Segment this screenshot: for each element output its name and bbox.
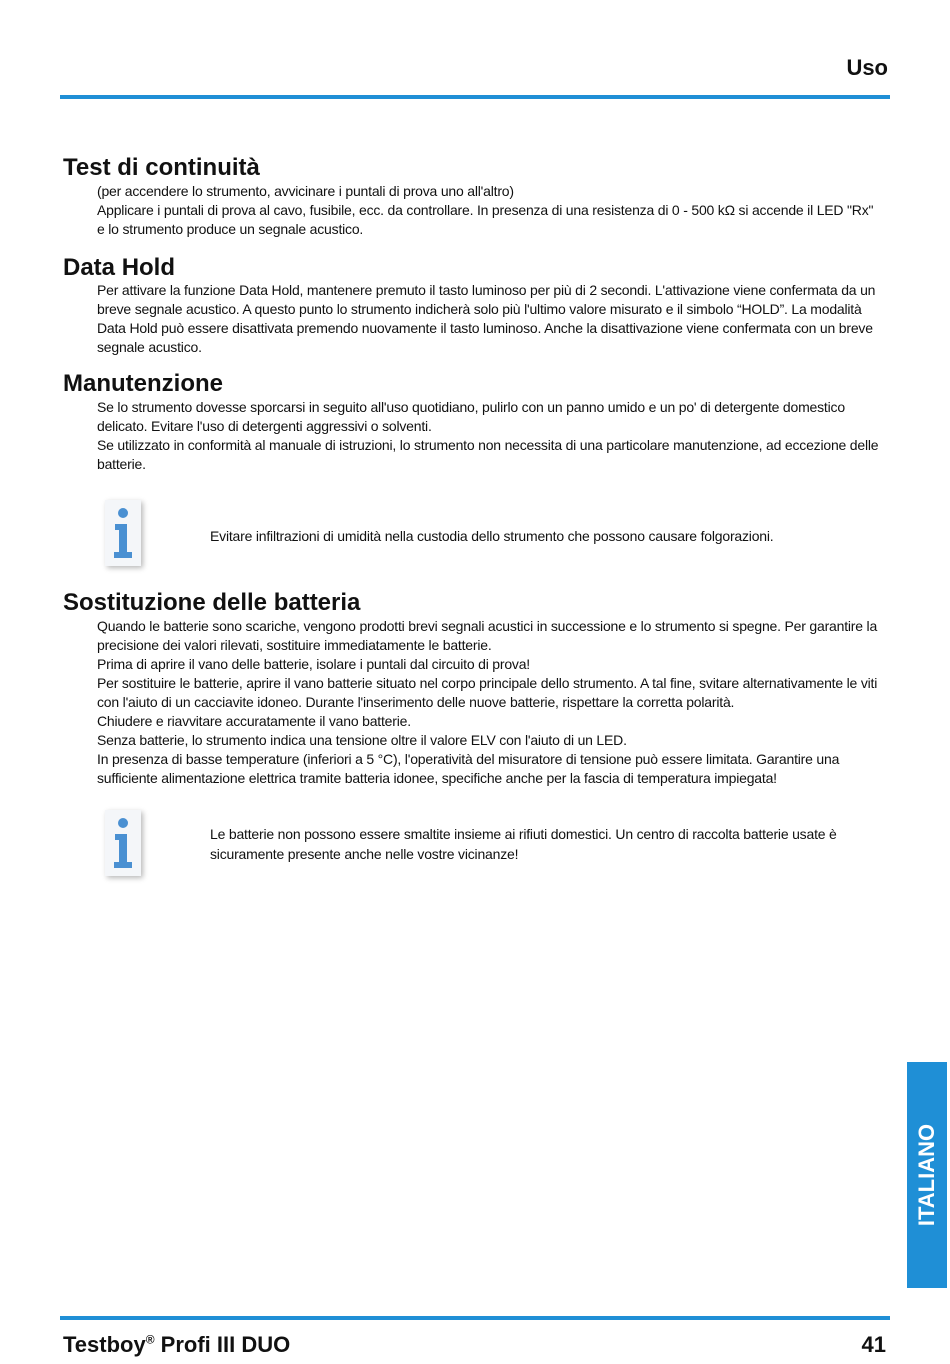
header-divider bbox=[60, 95, 890, 99]
continuity-body bbox=[97, 182, 882, 239]
paragraph: In presenza di basse temperature (inferiori a 5 °C), l'operatività del misuratore di tensione può essere limitata. Garantire una sufficiente alimentazione elettrica tramite batteria idonee, specifiche anche per la fascia di temperatura impiegata! bbox=[97, 751, 840, 786]
heading-battery: Sostituzione delle batteria bbox=[63, 589, 361, 616]
paragraph: Prima di aprire il vano delle batterie, isolare i puntali dal circuito di prova! bbox=[97, 656, 530, 672]
paragraph: Se lo strumento dovesse sporcarsi in seguito all'uso quotidiano, pulirlo con un panno umido e un po' di detergente domestico delicato. Evitare l'uso di detergenti aggressivi o solventi. bbox=[97, 399, 845, 434]
footer-product-name bbox=[63, 1332, 290, 1358]
battery-body bbox=[97, 617, 882, 788]
paragraph: Quando le batterie sono scariche, vengono prodotti brevi segnali acustici in successione e lo strumento si spegne. Per garantire la precisione dei valori rilevati, sostituire immediatamente le batterie. bbox=[97, 618, 878, 653]
paragraph: Per sostituire le batterie, aprire il vano batterie situato nel corpo principale dello strumento. A tal fine, svitare alternativamente le viti con l'aiuto di un cacciavite idoneo. Durante l'inserimento delle nuove batterie, rispettare la corretta polarità. bbox=[97, 675, 878, 710]
page-number: 41 bbox=[861, 1332, 886, 1357]
footer-divider bbox=[60, 1316, 890, 1320]
heading-data-hold: Data Hold bbox=[63, 254, 176, 281]
page-section-title: Uso bbox=[846, 55, 888, 80]
battery-note: Le batterie non possono essere smaltite insieme ai rifiuti domestici. Un centro di raccolta batterie usate è sicuramente presente anche nelle vostre vicinanze! bbox=[210, 826, 837, 862]
maintenance-note: Evitare infiltrazioni di umidità nella custodia dello strumento che possono causare folgorazioni. bbox=[210, 528, 774, 544]
heading-maintenance: Manutenzione bbox=[63, 370, 223, 397]
paragraph: Se utilizzato in conformità al manuale di istruzioni, lo strumento non necessita di una particolare manutenzione, ad eccezione delle batterie. bbox=[97, 437, 879, 472]
info-icon bbox=[105, 500, 141, 566]
paragraph: Applicare i puntali di prova al cavo, fusibile, ecc. da controllare. In presenza di una resistenza di 0 - 500 kΩ si accende il LED "Rx" e lo strumento produce un segnale acustico. bbox=[97, 202, 874, 237]
language-tab-label: ITALIANO bbox=[914, 1123, 939, 1227]
paragraph: Per attivare la funzione Data Hold, mantenere premuto il tasto luminoso per più di 2 secondi. L'attivazione viene confermata da un breve segnale acustico. A questo punto lo strumento indicherà solo più l'ultimo valore misurato e il simbolo “HOLD”. La modalità Data Hold può essere disattivata premendo nuovamente il tasto luminoso. Anche la disattivazione viene confermata con un breve segnale acustico. bbox=[97, 282, 876, 355]
paragraph: Chiudere e riavvitare accuratamente il vano batterie. bbox=[97, 713, 411, 729]
maintenance-body bbox=[97, 398, 882, 474]
info-icon bbox=[105, 810, 141, 876]
data-hold-body bbox=[97, 281, 882, 357]
heading-continuity: Test di continuità bbox=[63, 154, 260, 181]
registered-mark: ® bbox=[145, 1332, 155, 1347]
paragraph: (per accendere lo strumento, avvicinare i puntali di prova uno all'altro) bbox=[97, 183, 514, 199]
paragraph: Senza batterie, lo strumento indica una tensione oltre il valore ELV con l'aiuto di un LED. bbox=[97, 732, 627, 748]
model-name: Profi III DUO bbox=[154, 1332, 291, 1357]
brand-name: Testboy bbox=[63, 1332, 146, 1357]
language-tab bbox=[907, 1062, 947, 1288]
